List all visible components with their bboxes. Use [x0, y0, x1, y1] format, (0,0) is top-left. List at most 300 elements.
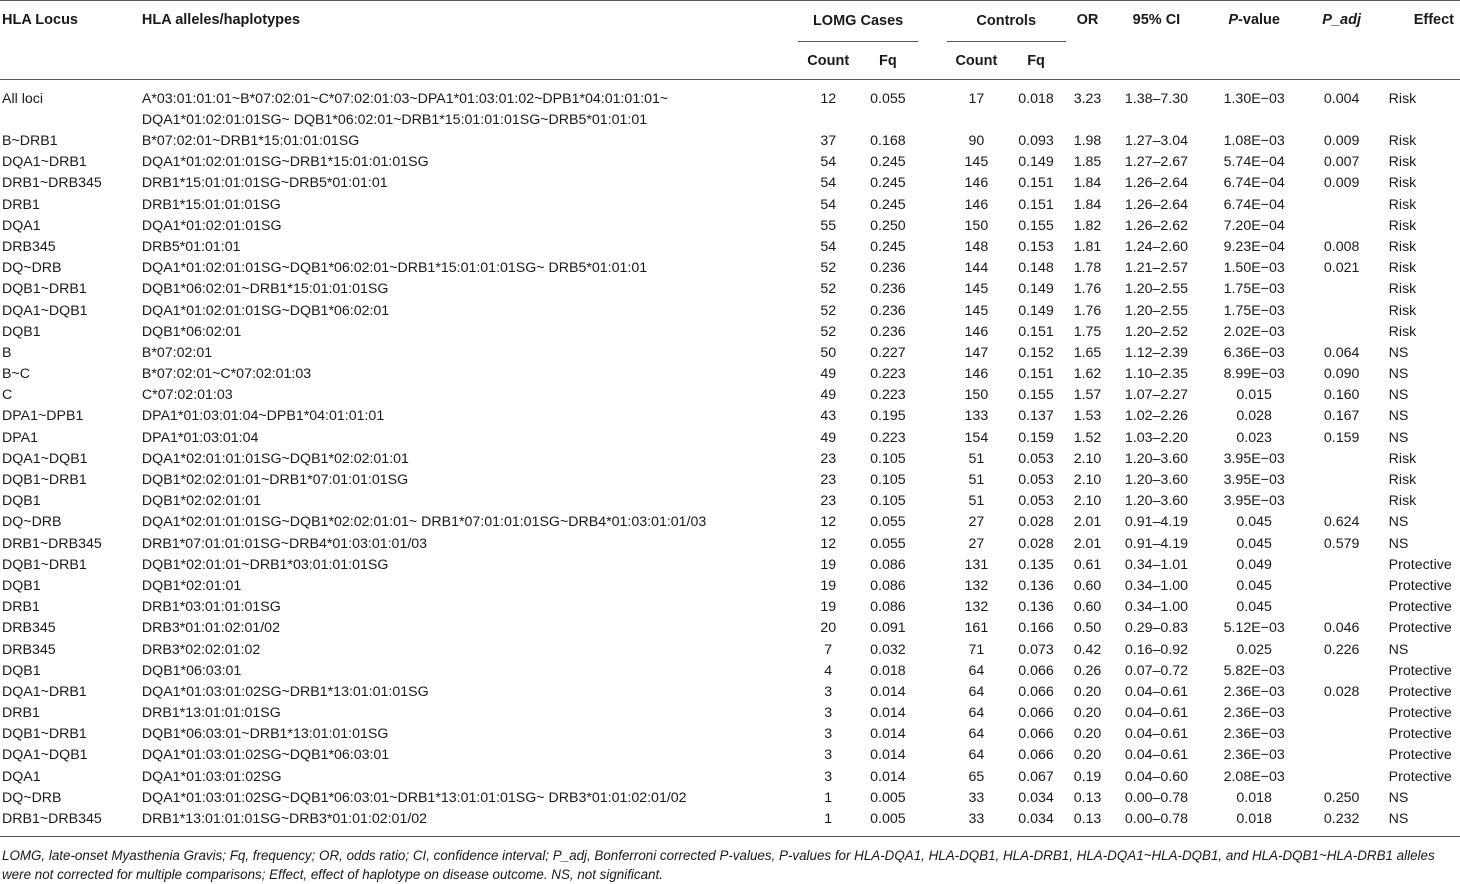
effect-cell: Risk — [1388, 302, 1417, 319]
or-cell: 1.52 — [1073, 429, 1102, 446]
ci-cell: 1.20–2.55 — [1124, 281, 1188, 298]
locus-cell: DRB1~DRB345 — [2, 535, 102, 552]
spacer-cell — [918, 449, 947, 470]
spacer-cell — [918, 576, 947, 597]
spacer-cell — [918, 512, 947, 533]
locus-cell: DQA1~DRB1 — [2, 154, 87, 171]
allele-cell: DQB1*02:01:01 — [141, 577, 242, 594]
allele-cell: DRB1*13:01:01:01SG~DRB3*01:01:02:01/02 — [141, 811, 428, 827]
lomg-count-cell: 55 — [820, 217, 837, 234]
controls-count-cell: 33 — [968, 789, 985, 806]
padj-cell — [1305, 322, 1379, 343]
lomg-count-cell: 52 — [820, 260, 837, 277]
controls-fq-cell: 0.066 — [1018, 662, 1054, 679]
allele-cell: DRB1*13:01:01:01SG — [141, 705, 281, 722]
controls-fq-cell: 0.149 — [1018, 281, 1054, 298]
controls-fq-cell: 0.159 — [1018, 429, 1054, 446]
padj-cell: 0.021 — [1323, 260, 1360, 277]
padj-cell — [1305, 470, 1379, 491]
padj-cell — [1305, 703, 1379, 724]
ci-cell: 1.20–2.52 — [1124, 323, 1188, 340]
controls-count-cell: 150 — [964, 217, 989, 234]
ci-cell: 1.20–3.60 — [1124, 493, 1188, 510]
or-cell: 0.20 — [1073, 747, 1102, 764]
ci-cell: 1.26–2.64 — [1124, 196, 1188, 213]
table-row — [0, 237, 1460, 258]
or-cell: 0.13 — [1073, 811, 1102, 827]
lomg-count-cell: 54 — [820, 238, 837, 255]
effect-cell: Protective — [1388, 683, 1452, 700]
pvalue-cell: 9.23E−04 — [1223, 238, 1285, 255]
effect-cell: NS — [1388, 514, 1409, 531]
locus-cell: DQB1 — [2, 493, 41, 510]
pvalue-cell: 0.025 — [1236, 641, 1272, 658]
table-row — [0, 279, 1460, 300]
spacer-cell — [918, 80, 947, 132]
padj-cell: 0.064 — [1323, 344, 1360, 361]
effect-cell: NS — [1388, 789, 1409, 806]
spacer-cell — [918, 131, 947, 152]
spacer-cell — [918, 322, 947, 343]
locus-cell: DQ~DRB — [2, 514, 62, 531]
lomg-count-cell: 54 — [820, 196, 837, 213]
lomg-count-cell: 54 — [820, 175, 837, 192]
ci-cell: 1.27–3.04 — [1124, 133, 1188, 149]
locus-cell: DRB1 — [2, 196, 40, 213]
padj-cell: 0.028 — [1323, 683, 1360, 700]
controls-count-cell: 64 — [968, 726, 985, 743]
controls-fq-cell: 0.151 — [1018, 323, 1054, 340]
lomg-count-cell: 12 — [820, 535, 837, 552]
pvalue-cell: 0.045 — [1236, 514, 1272, 531]
allele-cell: DQB1*06:02:01 — [141, 323, 242, 340]
spacer-cell — [918, 682, 947, 703]
spacer-cell — [918, 195, 947, 216]
effect-cell: NS — [1388, 811, 1409, 827]
controls-count-cell: 148 — [964, 238, 989, 255]
padj-cell — [1305, 279, 1379, 300]
locus-cell: DQA1~DRB1 — [2, 683, 87, 700]
effect-cell: Risk — [1388, 196, 1417, 213]
lomg-fq-cell: 0.014 — [870, 683, 906, 700]
spacer-cell — [918, 491, 947, 512]
controls-fq-cell: 0.034 — [1018, 811, 1054, 827]
pvalue-cell: 0.045 — [1236, 535, 1272, 552]
locus-cell: C — [2, 387, 13, 404]
allele-cell: DQA1*02:01:01:01SG~DQB1*02:02:01:01~ DRB1*07:01:01:01SG~DRB4*01:03:01:01/03 — [141, 514, 707, 531]
lomg-fq-cell: 0.236 — [870, 302, 906, 319]
controls-count-cell: 131 — [964, 556, 989, 573]
controls-count-cell: 51 — [968, 493, 985, 510]
effect-cell: Risk — [1388, 281, 1417, 298]
spacer-cell — [918, 406, 947, 427]
effect-cell: Protective — [1388, 577, 1452, 594]
effect-cell: Risk — [1388, 133, 1417, 149]
controls-fq-cell: 0.018 — [1018, 91, 1054, 107]
padj-cell — [1305, 597, 1379, 618]
lomg-fq-cell: 0.236 — [870, 260, 906, 277]
controls-fq-cell: 0.066 — [1018, 747, 1054, 764]
controls-fq-cell: 0.066 — [1018, 726, 1054, 743]
pvalue-cell: 5.12E−03 — [1223, 620, 1285, 637]
pvalue-cell: 6.74E−04 — [1223, 196, 1285, 213]
controls-count-cell: 64 — [968, 662, 985, 679]
or-cell: 1.82 — [1073, 217, 1102, 234]
table-row — [0, 555, 1460, 576]
ci-cell: 1.20–3.60 — [1124, 472, 1188, 488]
table-row — [0, 640, 1460, 661]
allele-cell: DRB1*03:01:01:01SG — [141, 599, 281, 616]
lomg-count-cell: 50 — [820, 344, 837, 361]
ci-cell: 1.07–2.27 — [1124, 387, 1188, 404]
effect-cell: Protective — [1388, 620, 1452, 637]
spacer-cell — [918, 258, 947, 279]
padj-cell — [1305, 491, 1379, 512]
allele-cell: DRB5*01:01:01 — [141, 238, 241, 255]
lomg-fq-cell: 0.223 — [870, 429, 906, 446]
pvalue-cell: 0.018 — [1236, 789, 1272, 806]
locus-cell: DPA1~DPB1 — [2, 408, 84, 425]
lomg-fq-cell: 0.195 — [870, 408, 906, 425]
table-row — [0, 597, 1460, 618]
header-padj — [1305, 1, 1379, 80]
header-spacer — [918, 1, 947, 42]
header-spacer-2 — [918, 42, 947, 80]
or-cell: 1.76 — [1073, 302, 1102, 319]
pvalue-cell: 1.75E−03 — [1223, 302, 1285, 319]
locus-cell: DRB345 — [2, 620, 56, 637]
lomg-fq-cell: 0.014 — [870, 705, 906, 722]
ci-cell: 1.26–2.64 — [1124, 175, 1188, 192]
controls-fq-cell: 0.155 — [1018, 387, 1054, 404]
or-cell: 1.62 — [1073, 366, 1102, 383]
padj-cell: 0.004 — [1323, 91, 1360, 107]
or-cell: 0.60 — [1073, 599, 1102, 616]
effect-cell: Risk — [1388, 472, 1417, 488]
padj-cell: 0.008 — [1323, 238, 1360, 255]
allele-cell: DQA1*01:03:01:02SG~DQB1*06:03:01 — [141, 747, 390, 764]
controls-fq-cell: 0.151 — [1018, 366, 1054, 383]
table-row — [0, 195, 1460, 216]
pvalue-cell: 0.028 — [1236, 408, 1272, 425]
allele-cell: DQA1*02:01:01:01SG~DQB1*02:02:01:01 — [141, 450, 409, 467]
allele-cell: DQB1*06:02:01~DRB1*15:01:01:01SG — [141, 281, 389, 298]
pvalue-cell: 7.20E−04 — [1223, 217, 1285, 234]
allele-cell: A*03:01:01:01~B*07:02:01~C*07:02:01:03~DPA1*01:03:01:02~DPB1*04:01:01:01~ DQA1*01:02:01:01SG~ DQB1*06:02:01~DRB1*15:01:01:01SG~DRB5*01:01:01 — [141, 91, 669, 128]
lomg-count-cell: 20 — [820, 620, 837, 637]
pvalue-cell: 3.95E−03 — [1223, 493, 1285, 510]
allele-cell: DQA1*01:03:01:02SG — [141, 768, 282, 785]
or-cell: 0.20 — [1073, 683, 1102, 700]
allele-cell: DRB1*07:01:01:01SG~DRB4*01:03:01:01/03 — [141, 535, 428, 552]
effect-cell: NS — [1388, 387, 1409, 404]
table-row — [0, 449, 1460, 470]
effect-cell: Risk — [1388, 323, 1417, 340]
controls-count-cell: 146 — [964, 175, 989, 192]
header-padj-rest: _adj — [1331, 12, 1361, 28]
allele-cell: DRB1*15:01:01:01SG~DRB5*01:01:01 — [141, 175, 388, 192]
or-cell: 2.01 — [1073, 535, 1102, 552]
padj-cell — [1305, 216, 1379, 237]
lomg-fq-cell: 0.245 — [870, 154, 906, 171]
effect-cell: Protective — [1388, 556, 1452, 573]
ci-cell: 0.04–0.61 — [1124, 683, 1188, 700]
table-row — [0, 788, 1460, 809]
padj-cell: 0.167 — [1323, 408, 1360, 425]
pvalue-cell: 1.50E−03 — [1223, 260, 1285, 277]
pvalue-cell: 2.36E−03 — [1223, 683, 1285, 700]
or-cell: 1.85 — [1073, 154, 1102, 171]
controls-fq-cell: 0.151 — [1018, 196, 1054, 213]
allele-cell: DQA1*01:02:01:01SG~DQB1*06:02:01~DRB1*15:01:01:01SG~ DRB5*01:01:01 — [141, 260, 648, 277]
controls-count-cell: 154 — [964, 429, 989, 446]
lomg-fq-cell: 0.236 — [870, 323, 906, 340]
controls-fq-cell: 0.073 — [1018, 641, 1054, 658]
padj-cell: 0.226 — [1323, 641, 1360, 658]
lomg-count-cell: 23 — [820, 493, 837, 510]
header-controls: Controls — [947, 1, 1066, 42]
or-cell: 0.26 — [1073, 662, 1102, 679]
padj-cell: 0.090 — [1323, 366, 1360, 383]
header-pvalue — [1204, 1, 1305, 80]
effect-cell: NS — [1388, 641, 1409, 658]
locus-cell: B~DRB1 — [2, 133, 58, 149]
or-cell: 1.57 — [1073, 387, 1102, 404]
pvalue-cell: 2.36E−03 — [1223, 747, 1285, 764]
pvalue-cell: 0.049 — [1236, 556, 1272, 573]
controls-count-cell: 132 — [964, 577, 989, 594]
ci-cell: 1.20–2.55 — [1124, 302, 1188, 319]
locus-cell: DQ~DRB — [2, 789, 62, 806]
controls-fq-cell: 0.152 — [1018, 344, 1054, 361]
locus-cell: DQB1~DRB1 — [2, 281, 87, 298]
controls-fq-cell: 0.149 — [1018, 302, 1054, 319]
pvalue-cell: 8.99E−03 — [1223, 366, 1285, 383]
lomg-count-cell: 3 — [824, 768, 833, 785]
lomg-count-cell: 52 — [820, 302, 837, 319]
locus-cell: DQA1~DQB1 — [2, 450, 88, 467]
lomg-count-cell: 1 — [824, 811, 833, 827]
ci-cell: 1.20–3.60 — [1124, 450, 1188, 467]
table-row — [0, 767, 1460, 788]
controls-fq-cell: 0.053 — [1018, 472, 1054, 488]
padj-cell: 0.009 — [1323, 133, 1360, 149]
padj-cell: 0.232 — [1323, 811, 1360, 827]
padj-cell — [1305, 767, 1379, 788]
controls-fq-cell: 0.151 — [1018, 175, 1054, 192]
pvalue-cell: 5.82E−03 — [1223, 662, 1285, 679]
pvalue-cell: 2.36E−03 — [1223, 726, 1285, 743]
locus-cell: DRB345 — [2, 641, 56, 658]
or-cell: 1.81 — [1073, 238, 1102, 255]
allele-cell: DQA1*01:03:01:02SG~DQB1*06:03:01~DRB1*13:01:01:01SG~ DRB3*01:01:02:01/02 — [141, 789, 687, 806]
pvalue-cell: 0.018 — [1236, 811, 1272, 827]
header-lomg-fq: Fq — [879, 52, 897, 69]
controls-fq-cell: 0.066 — [1018, 705, 1054, 722]
lomg-fq-cell: 0.223 — [870, 366, 906, 383]
lomg-fq-cell: 0.086 — [870, 556, 906, 573]
allele-cell: DQB1*02:02:01:01 — [141, 493, 262, 510]
lomg-count-cell: 52 — [820, 281, 837, 298]
controls-count-cell: 146 — [964, 366, 989, 383]
lomg-count-cell: 43 — [820, 408, 837, 425]
table-row — [0, 322, 1460, 343]
pvalue-cell: 6.36E−03 — [1223, 344, 1285, 361]
controls-count-cell: 144 — [964, 260, 989, 277]
spacer-cell — [918, 364, 947, 385]
or-cell: 2.10 — [1073, 450, 1102, 467]
controls-count-cell: 51 — [968, 472, 985, 488]
effect-cell: Protective — [1388, 768, 1452, 785]
locus-cell: DRB1 — [2, 599, 40, 616]
header-controls-fq: Fq — [1027, 52, 1045, 69]
table-row — [0, 534, 1460, 555]
ci-cell: 1.21–2.57 — [1124, 260, 1188, 277]
lomg-count-cell: 49 — [820, 366, 837, 383]
controls-count-cell: 146 — [964, 323, 989, 340]
spacer-cell — [918, 216, 947, 237]
lomg-fq-cell: 0.105 — [870, 472, 906, 488]
pvalue-cell: 2.02E−03 — [1223, 323, 1285, 340]
controls-fq-cell: 0.053 — [1018, 450, 1054, 467]
spacer-cell — [918, 661, 947, 682]
pvalue-cell: 0.015 — [1236, 387, 1272, 404]
table-row — [0, 343, 1460, 364]
allele-cell: C*07:02:01:03 — [141, 387, 233, 404]
lomg-count-cell: 12 — [820, 514, 837, 531]
controls-count-cell: 145 — [964, 154, 989, 171]
table-row — [0, 512, 1460, 533]
lomg-count-cell: 7 — [824, 641, 833, 658]
lomg-count-cell: 52 — [820, 323, 837, 340]
effect-cell: NS — [1388, 535, 1409, 552]
effect-cell: Risk — [1388, 260, 1417, 277]
locus-cell: B — [2, 344, 12, 361]
table-row — [0, 745, 1460, 766]
table-row — [0, 470, 1460, 491]
table-row — [0, 406, 1460, 427]
pvalue-cell: 0.045 — [1236, 577, 1272, 594]
effect-cell: Risk — [1388, 450, 1417, 467]
lomg-count-cell: 19 — [820, 556, 837, 573]
or-cell: 1.78 — [1073, 260, 1102, 277]
effect-cell: Risk — [1388, 493, 1417, 510]
ci-cell: 1.03–2.20 — [1124, 429, 1188, 446]
header-controls-count: Count — [955, 52, 998, 69]
controls-fq-cell: 0.028 — [1018, 535, 1054, 552]
controls-count-cell: 27 — [968, 514, 985, 531]
allele-cell: B*07:02:01~DRB1*15:01:01:01SG — [141, 133, 360, 149]
lomg-count-cell: 19 — [820, 577, 837, 594]
allele-cell: DRB3*01:01:02:01/02 — [141, 620, 280, 637]
padj-cell — [1305, 576, 1379, 597]
lomg-count-cell: 12 — [820, 91, 837, 107]
lomg-fq-cell: 0.055 — [870, 91, 906, 107]
or-cell: 0.60 — [1073, 577, 1102, 594]
locus-cell: DQB1 — [2, 577, 41, 594]
locus-cell: DRB1~DRB345 — [2, 175, 102, 192]
effect-cell: Protective — [1388, 599, 1452, 616]
allele-cell: DQB1*02:01:01~DRB1*03:01:01:01SG — [141, 556, 389, 573]
spacer-cell — [918, 767, 947, 788]
header-padj-p: P — [1322, 12, 1332, 28]
controls-fq-cell: 0.028 — [1018, 514, 1054, 531]
header-effect: Effect — [1413, 12, 1454, 28]
allele-cell: DQA1*01:03:01:02SG~DRB1*13:01:01:01SG — [141, 683, 429, 700]
lomg-fq-cell: 0.245 — [870, 196, 906, 213]
or-cell: 1.53 — [1073, 408, 1102, 425]
padj-cell — [1305, 745, 1379, 766]
ci-cell: 0.91–4.19 — [1124, 535, 1188, 552]
allele-cell: B*07:02:01 — [141, 344, 213, 361]
controls-fq-cell: 0.153 — [1018, 238, 1054, 255]
allele-cell: B*07:02:01~C*07:02:01:03 — [141, 366, 312, 383]
or-cell: 0.61 — [1073, 556, 1102, 573]
controls-count-cell: 150 — [964, 387, 989, 404]
ci-cell: 0.91–4.19 — [1124, 514, 1188, 531]
table-row — [0, 301, 1460, 322]
header-alleles: HLA alleles/haplotypes — [141, 12, 301, 28]
spacer-cell — [918, 470, 947, 491]
padj-cell — [1305, 555, 1379, 576]
effect-cell: Risk — [1388, 154, 1417, 171]
locus-cell: DQA1 — [2, 217, 41, 234]
table-body — [0, 80, 1460, 837]
table-row — [0, 661, 1460, 682]
controls-fq-cell: 0.136 — [1018, 577, 1054, 594]
or-cell: 0.42 — [1073, 641, 1102, 658]
or-cell: 2.10 — [1073, 472, 1102, 488]
or-cell: 1.65 — [1073, 344, 1102, 361]
lomg-fq-cell: 0.014 — [870, 726, 906, 743]
controls-count-cell: 147 — [964, 344, 989, 361]
pvalue-cell: 2.36E−03 — [1223, 705, 1285, 722]
allele-cell: DQB1*02:02:01:01~DRB1*07:01:01:01SG — [141, 472, 409, 488]
controls-count-cell: 17 — [968, 91, 985, 107]
padj-cell — [1305, 661, 1379, 682]
controls-count-cell: 145 — [964, 302, 989, 319]
or-cell: 0.20 — [1073, 726, 1102, 743]
lomg-fq-cell: 0.086 — [870, 577, 906, 594]
padj-cell — [1305, 195, 1379, 216]
padj-cell: 0.159 — [1323, 429, 1360, 446]
effect-cell: Protective — [1388, 747, 1452, 764]
controls-fq-cell: 0.053 — [1018, 493, 1054, 510]
spacer-cell — [918, 237, 947, 258]
lomg-fq-cell: 0.105 — [870, 493, 906, 510]
locus-cell: All loci — [2, 91, 43, 107]
lomg-fq-cell: 0.086 — [870, 599, 906, 616]
lomg-fq-cell: 0.168 — [870, 133, 906, 149]
controls-fq-cell: 0.148 — [1018, 260, 1054, 277]
locus-cell: DQA1 — [2, 768, 41, 785]
padj-cell: 0.160 — [1323, 387, 1360, 404]
allele-cell: DPA1*01:03:01:04~DPB1*04:01:01:01 — [141, 408, 385, 425]
lomg-count-cell: 3 — [824, 747, 833, 764]
locus-cell: B~C — [2, 366, 30, 383]
spacer-cell — [918, 703, 947, 724]
controls-count-cell: 146 — [964, 196, 989, 213]
effect-cell: NS — [1388, 408, 1409, 425]
ci-cell: 0.00–0.78 — [1124, 811, 1188, 827]
controls-count-cell: 51 — [968, 450, 985, 467]
spacer-cell — [918, 173, 947, 194]
lomg-fq-cell: 0.236 — [870, 281, 906, 298]
spacer-cell — [918, 597, 947, 618]
padj-cell: 0.046 — [1323, 620, 1360, 637]
table-footnote: LOMG, late-onset Myasthenia Gravis; Fq, frequency; OR, odds ratio; CI, confidence interval; P_adj, Bonferroni corrected P-values, P-values for HLA-DQA1, HLA-DQB1, HLA-DRB1, HLA-DQA1~HLA-DQB1, and HLA-DQB1~HLA-DRB1 alleles were not corrected for multiple comparisons; Effect, effect of haplotype on disease outcome. NS, not significant. — [2, 848, 1435, 882]
pvalue-cell: 2.08E−03 — [1223, 768, 1285, 785]
